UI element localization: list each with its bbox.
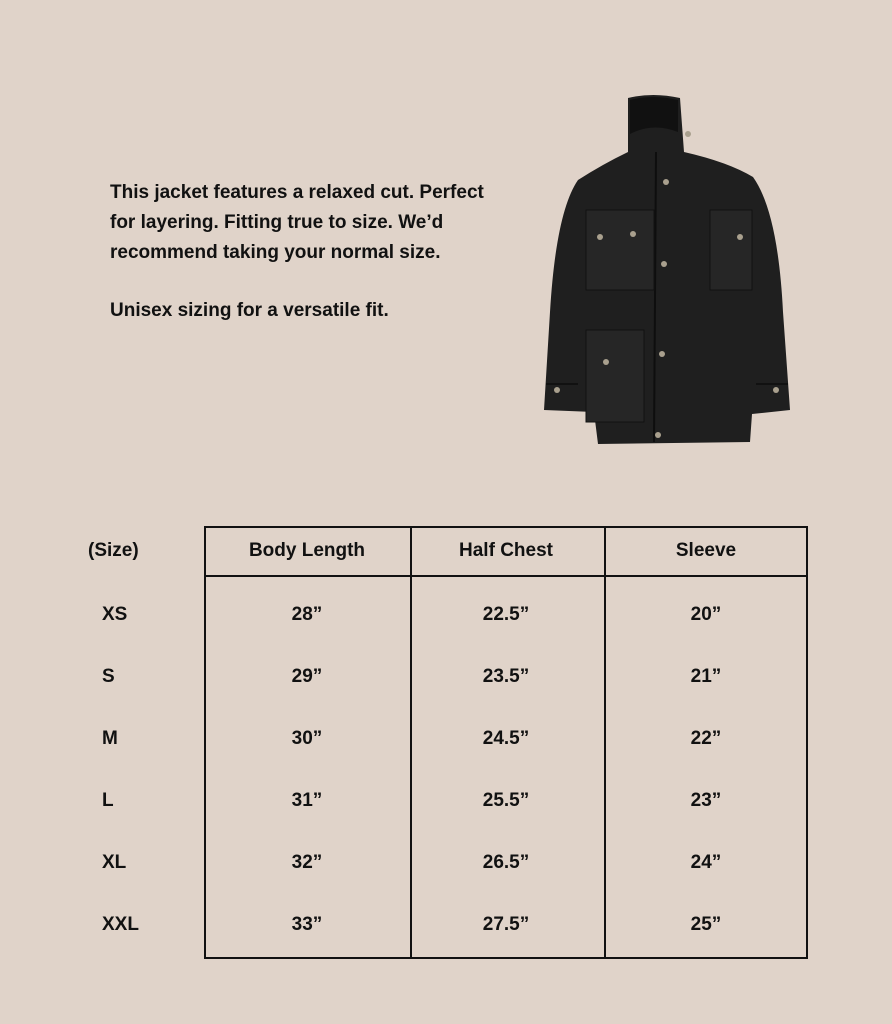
half-chest-value: 25.5” [482, 790, 530, 811]
size-label: XXL [102, 914, 139, 935]
sleeve-value: 21” [690, 666, 722, 687]
body-length-value: 30” [291, 728, 323, 749]
sleeve-value: 23” [690, 790, 722, 811]
size-label: L [102, 790, 114, 811]
half-chest-value: 22.5” [482, 604, 530, 625]
half-chest-value: 26.5” [482, 852, 530, 873]
product-description [110, 178, 490, 326]
half-chest-value: 24.5” [482, 728, 530, 749]
half-chest-value: 23.5” [482, 666, 530, 687]
body-length-value: 31” [291, 790, 323, 811]
jacket-image [538, 92, 796, 448]
column-header-half-chest: Half Chest [459, 540, 553, 561]
column-header-sleeve: Sleeve [675, 540, 737, 561]
size-label: M [102, 728, 118, 749]
unisex-note: Unisex sizing for a versatile fit. [110, 300, 389, 321]
sleeve-value: 25” [690, 914, 722, 935]
fit-description: This jacket features a relaxed cut. Perfect for layering. Fitting true to size. We’d recommend taking your normal size. [110, 182, 484, 263]
sleeve-value: 22” [690, 728, 722, 749]
size-label: XL [102, 852, 127, 873]
body-length-value: 33” [291, 914, 323, 935]
size-label: S [102, 666, 115, 687]
column-header-body-length: Body Length [248, 540, 366, 561]
sleeve-value: 20” [690, 604, 722, 625]
half-chest-value: 27.5” [482, 914, 530, 935]
header-divider [206, 575, 806, 577]
sleeve-value: 24” [690, 852, 722, 873]
body-length-value: 28” [291, 604, 323, 625]
size-label: XS [102, 604, 128, 625]
body-length-value: 29” [291, 666, 323, 687]
size-column-header: (Size) [88, 540, 139, 561]
body-length-value: 32” [291, 852, 323, 873]
